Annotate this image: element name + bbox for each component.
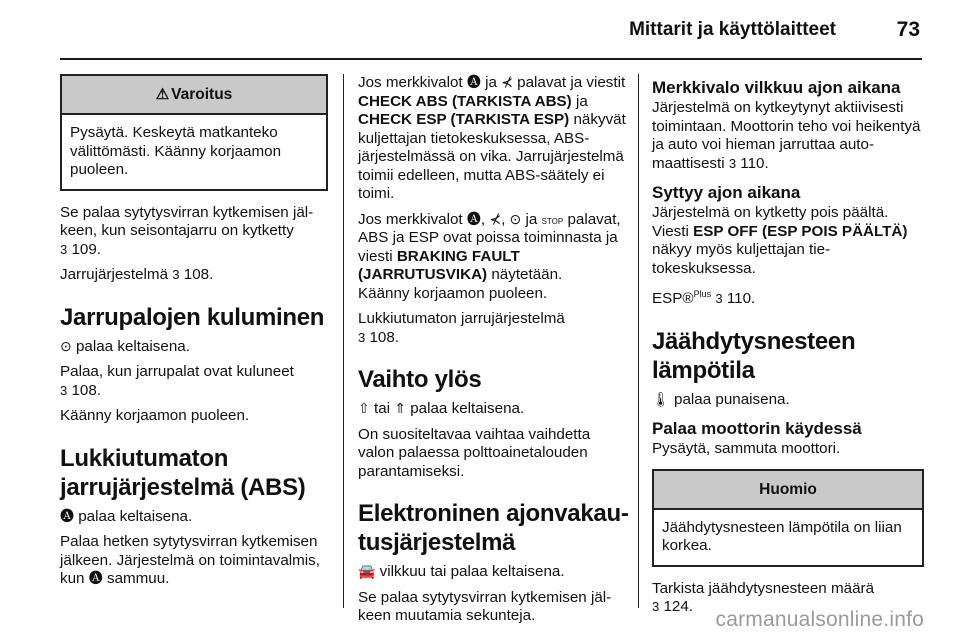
shift-up-alt-icon: ⇑: [394, 400, 406, 416]
esp-icon: ⊀: [501, 74, 513, 90]
page-ref-icon: 3: [358, 329, 366, 345]
page-header: [60, 0, 922, 60]
warning-icon: ⚠: [155, 86, 170, 103]
warning-header: [62, 76, 326, 115]
abs-icon: 🅐: [60, 507, 74, 524]
heading-abs: Lukkiutumaton jarrujärjestelmä (ABS): [60, 444, 306, 501]
watermark: carmanualsonline.info: [715, 608, 924, 631]
page-ref-icon: 3: [652, 599, 660, 615]
page-number: 73: [896, 18, 920, 41]
page-ref-icon: 3: [728, 155, 737, 171]
paragraph: 🅐 palaa keltaisena.: [60, 507, 193, 525]
paragraph: Järjestelmä on kytketty pois päältä. Viesti ESP OFF (ESP POIS PÄÄLTÄ) näkyy myös kuljettajan tietokeskuksessa.: [652, 204, 908, 277]
paragraph: 🌡 palaa punaisena.: [652, 390, 790, 408]
warning-title: Varoitus: [171, 86, 233, 103]
shift-up-icon: ⇧: [358, 400, 370, 416]
paragraph: Jos merkkivalot 🅐 ja ⊀ palavat ja viestit CHECK ABS (TARKISTA ABS) ja CHECK ESP (TARKISTA ESP) näkyvät kuljettajan tietokeskuksessa, ABS-järjestelmässä on vika. Jarrujärjestelmä toimii edelleen, mutta ABS-säätely ei toimi.: [358, 74, 626, 202]
abs-icon: 🅐: [466, 74, 481, 90]
page-ref-icon: 3: [172, 267, 180, 282]
paragraph: Käänny korjaamon puoleen.: [60, 407, 250, 424]
stop-icon: STOP: [541, 216, 564, 226]
paragraph: Se palaa sytytysvirran kytkemisen jälkeen, kun seisontajarru on kytketty 3 109.: [60, 203, 314, 258]
paragraph: Palaa, kun jarrupalat ovat kuluneet 3 108.: [60, 363, 294, 399]
brake-icon: ⊙: [509, 210, 522, 227]
paragraph: Jarrujärjestelmä 3 108.: [60, 266, 214, 283]
heading-brake-pads: Jarrupalojen kuluminen: [60, 303, 325, 331]
esp-car-icon: 🚘: [358, 563, 376, 579]
column-divider: [638, 74, 639, 608]
coolant-temperature-icon: 🌡: [652, 390, 670, 407]
paragraph: Lukkiutumaton jarrujärjestelmä 3 108.: [358, 310, 565, 346]
heading-coolant: Jäähdytysnesteen lämpötila: [652, 327, 856, 384]
paragraph: 🚘 vilkkuu tai palaa keltaisena.: [358, 563, 565, 580]
heading-engine: Palaa moottorin käydessä: [652, 419, 862, 439]
abs-icon: 🅐: [88, 570, 103, 586]
heading-shift-up: Vaihto ylös: [358, 366, 482, 393]
note-body: Jäähdytysnesteen lämpötila on liian korkea.: [662, 518, 902, 555]
heading-blink: Merkkivalo vilkkuu ajon aikana: [652, 78, 901, 97]
brake-pad-icon: ⊙: [60, 337, 72, 354]
warning-body: Pysäytä. Keskeytä matkanteko välittömästi. Käänny korjaamon puoleen.: [70, 124, 282, 178]
column-divider: [343, 74, 344, 608]
note-header: Huomio: [654, 471, 922, 510]
paragraph: Jos merkkivalot 🅐, ⊀, ⊙ ja STOP palavat, ABS ja ESP ovat poissa toiminnasta ja viesti BRAKING FAULT (JARRUTUSVIKA) näytetään. Käänny korjaamon puoleen.: [358, 210, 621, 302]
note-box: [652, 469, 924, 567]
paragraph: Se palaa sytytysvirran kytkemisen jälkeen muutamia sekunteja.: [358, 588, 612, 624]
heading-esp: Elektroninen ajonvakautusjärjestelmä: [358, 500, 629, 556]
paragraph: Tarkista jäähdytysnesteen määrä 3 124.: [652, 579, 875, 616]
column-right: [652, 74, 924, 624]
page-title: Mittarit ja käyttölaitteet: [629, 19, 836, 40]
page-ref-icon: 3: [60, 241, 68, 257]
paragraph: Palaa hetken sytytysvirran kytkemisen jälkeen. Järjestelmä on toimintavalmis, kun 🅐 sammuu.: [60, 533, 320, 587]
abs-icon: 🅐: [466, 210, 481, 227]
paragraph: Pysäytä, sammuta moottori.: [652, 440, 841, 458]
paragraph: ⊙ palaa keltaisena.: [60, 337, 190, 355]
column-middle: [358, 74, 630, 633]
heading-lit: Syttyy ajon aikana: [652, 183, 801, 202]
paragraph: ⇧ tai ⇑ palaa keltaisena.: [358, 400, 525, 417]
column-left: [60, 74, 328, 596]
paragraph: ESP®$^{Plus}$ 3 110.: [652, 289, 756, 308]
esp-icon: ⊀: [489, 210, 502, 227]
paragraph: On suositeltavaa vaihtaa vaihdetta valon palaessa polttoainetalouden parantamiseksi.: [358, 425, 591, 480]
page-ref-icon: 3: [715, 291, 723, 307]
paragraph: Järjestelmä on kytkeytynyt aktiivisesti toimintaan. Moottorin teho voi heikentyä ja auto voi hieman jarruttaa automaattisesti 3 110.: [652, 99, 921, 172]
page-ref-icon: 3: [60, 382, 68, 398]
warning-box: [60, 74, 328, 191]
